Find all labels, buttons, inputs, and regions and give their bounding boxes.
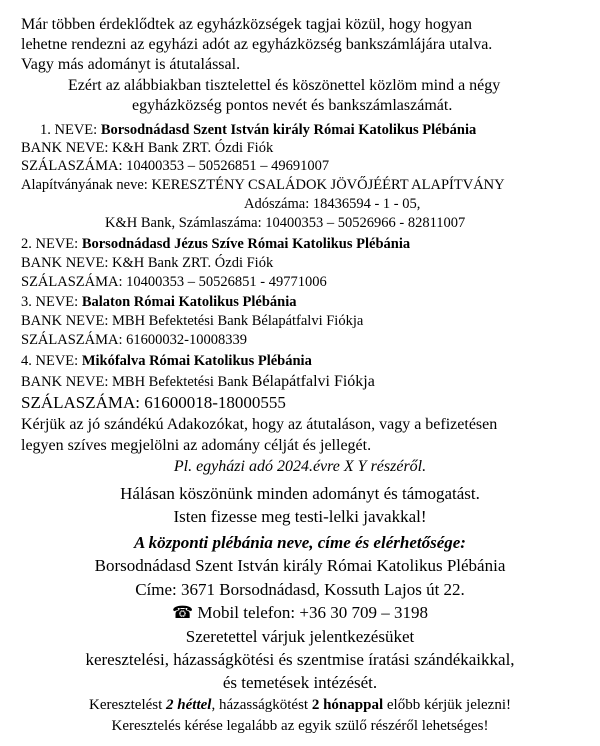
parish-1-bank: BANK NEVE: K&H Bank ZRT. Ózdi Fiók — [21, 140, 274, 156]
parish-4-name: 4. NEVE: Mikófalva Római Katolikus Plébánia — [21, 353, 312, 369]
closing-line-2: keresztelési, házasságkötési és szentmise íratási szándékaikkal, — [85, 650, 515, 669]
parish-1-account: SZÁLASZÁMA: 10400353 – 50526851 – 49691007 — [21, 158, 330, 174]
intro-line-5: egyházközség pontos nevét és bankszámlaszámát. — [132, 97, 453, 114]
closing-line-4: Keresztelést 2 héttel, házasságkötést 2 hónappal előbb kérjük jelezni! — [88, 697, 512, 713]
request-example: Pl. egyházi adó 2024.évre X Y részéről. — [173, 458, 427, 475]
parish-3-name: 3. NEVE: Balaton Római Katolikus Plébánia — [21, 294, 297, 310]
closing-line-1: Szeretettel várjuk jelentkezésüket — [185, 627, 415, 646]
request-line-2: legyen szíves megjelölni az adomány célját és jellegét. — [21, 437, 372, 454]
central-name: Borsodnádasd Szent István király Római Katolikus Plébánia — [94, 556, 506, 575]
closing-line-5: Keresztelés kérése legalább az egyik szülő részéről lehetséges! — [111, 718, 489, 734]
intro-line-1: Már többen érdeklődtek az egyházközségek tagjai közül, hogy hogyan — [21, 16, 472, 33]
parish-3-account: SZÁLASZÁMA: 61600032-10008339 — [21, 332, 247, 348]
parish-2-name: 2. NEVE: Borsodnádasd Jézus Szíve Római Katolikus Plébánia — [21, 236, 411, 252]
central-heading: A központi plébánia neve, címe és elérhetősége: — [134, 533, 466, 552]
request-line-1: Kérjük az jó szándékú Adakozókat, hogy az átutaláson, vagy a befizetésen — [21, 416, 498, 433]
parish-1-name: 1. NEVE: Borsodnádasd Szent István király Római Katolikus Plébánia — [40, 122, 477, 138]
parish-1-foundation: Alapítványának neve: KERESZTÉNY CSALÁDOK JÖVŐJÉÉRT ALAPÍTVÁNY — [21, 177, 505, 193]
phone-number: Mobil telefon: +36 30 709 – 3198 — [197, 603, 428, 622]
central-phone — [0, 603, 600, 623]
intro-line-2: lehetne rendezni az egyházi adót az egyházközség bankszámlájára utalva. — [21, 36, 493, 53]
telephone-icon: ☎ — [171, 603, 194, 622]
central-address: Címe: 3671 Borsodnádasd, Kossuth Lajos út 22. — [135, 580, 465, 599]
thanks-line-1: Hálásan köszönünk minden adományt és támogatást. — [120, 484, 480, 503]
parish-3-bank: BANK NEVE: MBH Befektetési Bank Bélapátfalvi Fiókja — [21, 313, 364, 329]
intro-line-4: Ezért az alábbiakban tisztelettel és köszönettel közlöm mind a négy — [68, 77, 501, 94]
parish-4-bank: BANK NEVE: MBH Befektetési Bank Bélapátfalvi Fiókja — [21, 373, 375, 390]
parish-2-bank: BANK NEVE: K&H Bank ZRT. Ózdi Fiók — [21, 255, 274, 271]
closing-line-3: és temetések intézését. — [222, 673, 378, 692]
parish-4-account: SZÁLASZÁMA: 61600018-18000555 — [21, 393, 286, 412]
thanks-line-2: Isten fizesse meg testi-lelki javakkal! — [173, 507, 427, 526]
parish-1-tax-id: Adószáma: 18436594 - 1 - 05, — [244, 196, 421, 212]
intro-line-3: Vagy más adományt is átutalással. — [21, 56, 241, 73]
parish-2-account: SZÁLASZÁMA: 10400353 – 50526851 - 49771006 — [21, 274, 327, 290]
parish-1-foundation-account: K&H Bank, Számlaszáma: 10400353 – 50526966 - 82811007 — [105, 215, 466, 231]
